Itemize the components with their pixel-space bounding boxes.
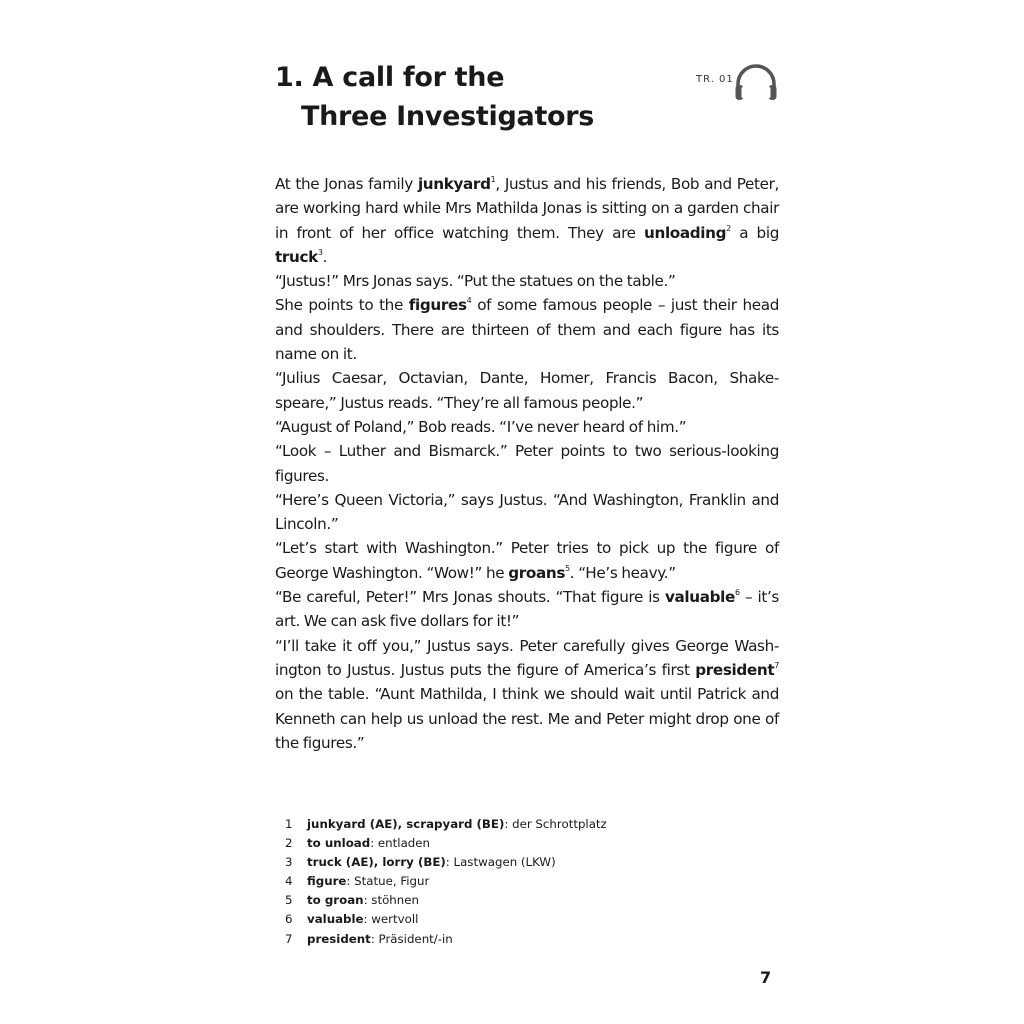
footnote-item <box>285 930 705 949</box>
story-paragraph <box>275 439 779 488</box>
story-text-run: a big <box>730 223 779 242</box>
footnote-number: 2 <box>285 836 293 851</box>
footnote-term: valuable <box>307 912 364 927</box>
story-paragraph <box>275 536 779 585</box>
story-text-run: “Let’s start with Washington.” Peter tries to pick up the figure of George Washington. “Wow!” he <box>275 539 779 582</box>
footnote-number: 3 <box>285 855 293 870</box>
story-paragraph <box>275 366 779 415</box>
footnote-item <box>285 834 705 853</box>
story-paragraph <box>275 293 779 366</box>
story-text-run: “Julius Caesar, Octavian, Dante, Homer, Francis Bacon, Shake-speare,” Justus reads. “They’re all famous people.” <box>275 369 779 412</box>
chapter-title <box>275 58 655 136</box>
story-paragraph <box>275 415 779 439</box>
story-text-run: of some famous people – just their head and shoulders. There are thirteen of them and each figure has its name on it. <box>275 296 779 364</box>
footnote-number: 7 <box>285 931 293 946</box>
story-paragraph <box>275 269 779 293</box>
footnote-entry <box>307 910 418 929</box>
footnote-term: junkyard (AE), scrapyard (BE) <box>307 817 505 831</box>
page-number: 7 <box>760 968 772 987</box>
headphones-icon[interactable] <box>734 64 778 104</box>
footnote-marker: 3 <box>317 247 323 257</box>
footnote-entry <box>307 930 453 949</box>
vocabulary-word: unloading <box>644 223 727 242</box>
footnote-term: truck (AE), lorry (BE) <box>307 855 446 870</box>
vocabulary-word: junkyard <box>417 175 491 193</box>
footnote-entry <box>307 891 419 910</box>
footnote-marker: 1 <box>490 174 496 184</box>
vocabulary-word: valuable <box>664 588 735 607</box>
footnote-term: to groan <box>307 893 364 908</box>
footnote-entry <box>307 815 607 834</box>
footnote-entry <box>307 872 429 891</box>
story-text-run: She points to the <box>275 296 409 315</box>
story-paragraph <box>275 172 779 269</box>
story-paragraph <box>275 634 779 755</box>
story-text-run: on the table. “Aunt Mathilda, I think we should wait until Patrick and Kenneth can help us unload the rest. Me and Peter might drop one of the figures.” <box>275 685 779 752</box>
footnote-definition: : der Schrottplatz <box>504 817 607 831</box>
story-text-run: “August of Poland,” Bob reads. “I’ve never heard of him.” <box>275 417 687 436</box>
footnote-definition: : Präsident/-in <box>370 931 453 946</box>
vocabulary-word: president <box>695 660 775 679</box>
footnote-number: 5 <box>285 893 293 908</box>
footnote-term: president <box>307 931 371 946</box>
footnote-entry <box>307 834 430 853</box>
footnote-item <box>285 853 705 872</box>
track-label: TR. 01 <box>696 74 734 85</box>
footnote-item <box>285 891 705 910</box>
chapter-title-line1: 1. A call for the <box>275 62 505 93</box>
footnote-definition: : stöhnen <box>363 893 419 908</box>
vocabulary-footnotes <box>285 815 705 949</box>
vocabulary-word: groans <box>508 563 566 582</box>
footnote-marker: 4 <box>466 296 472 306</box>
story-text-run: At the Jonas family <box>275 175 418 193</box>
story-text-run: “I’ll take it off you,” Justus says. Peter carefully gives George Wash-ington to Justus. Justus puts the figure of America’s first <box>275 636 779 679</box>
story-text-run: “Here’s Queen Victoria,” says Justus. “And Washington, Franklin and Lincoln.” <box>275 490 779 534</box>
story-text-run: . “He’s heavy.” <box>569 563 676 582</box>
footnote-definition: : Lastwagen (LKW) <box>445 855 556 870</box>
story-text-run: “Look – Luther and Bismarck.” Peter points to two serious-looking figures. <box>275 442 779 485</box>
story-paragraph <box>275 585 779 634</box>
footnote-marker: 5 <box>565 563 570 573</box>
footnote-definition: : wertvoll <box>363 912 419 927</box>
story-text-run: “Justus!” Mrs Jonas says. “Put the statues on the table.” <box>275 272 676 291</box>
story-paragraph <box>275 488 779 537</box>
footnote-marker: 6 <box>734 587 740 597</box>
story-text <box>275 172 779 755</box>
vocabulary-word: truck <box>275 247 318 266</box>
footnote-entry <box>307 853 556 872</box>
footnote-item <box>285 872 705 891</box>
footnote-number: 1 <box>285 817 293 831</box>
footnote-item <box>285 815 705 834</box>
footnote-item <box>285 910 705 929</box>
footnote-term: figure <box>307 874 347 889</box>
vocabulary-word: figures <box>408 296 467 315</box>
footnote-definition: : entladen <box>370 836 431 851</box>
footnote-term: to unload <box>307 836 371 851</box>
footnote-number: 6 <box>285 912 293 927</box>
footnote-definition: : Statue, Figur <box>346 874 430 889</box>
footnote-marker: 7 <box>774 660 779 670</box>
chapter-title-line2: Three Investigators <box>301 101 595 132</box>
footnote-marker: 2 <box>726 223 731 233</box>
story-text-run: – it’s art. We can ask five dollars for it!” <box>275 588 779 631</box>
story-text-run: “Be careful, Peter!” Mrs Jonas shouts. “That figure is <box>275 588 665 607</box>
story-text-run: . <box>322 247 328 266</box>
footnote-number: 4 <box>285 874 293 889</box>
story-text-run: , Justus and his friends, Bob and Peter, are working hard while Mrs Mathilda Jonas is sitting on a garden chair in front of her office watching them. They are <box>275 175 779 242</box>
